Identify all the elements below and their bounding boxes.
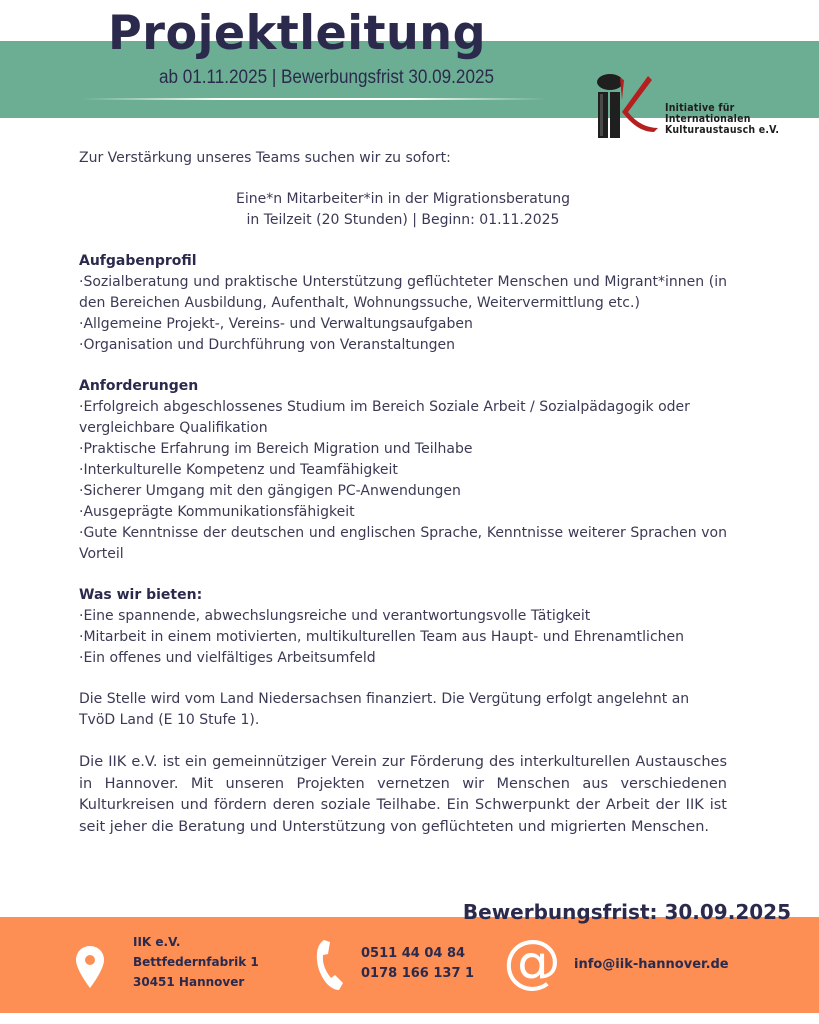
logo-text-line: Initiative für	[665, 102, 735, 114]
list-item: ·Gute Kenntnisse der deutschen und englischen Sprache, Kenntnisse weiterer Sprachen von Vorteil	[79, 525, 727, 562]
position-title	[79, 189, 727, 231]
email-link[interactable]: info@iik-hannover.de	[574, 957, 729, 972]
list-item: ·Ein offenes und vielfältiges Arbeitsumfeld	[79, 650, 376, 666]
phone-number[interactable]: 0178 166 137 1	[361, 966, 475, 981]
list-item: ·Sozialberatung und praktische Unterstützung geflüchteter Menschen und Migrant*innen (in den Bereichen Ausbildung, Aufenthalt, Wohnungssuche, Weitervermittlung etc.)	[79, 274, 727, 311]
logo-text-line: Internationalen	[665, 113, 751, 125]
section-heading: Was wir bieten:	[79, 587, 203, 603]
address-line: IIK e.V.	[133, 935, 181, 949]
list-item: ·Eine spannende, abwechslungsreiche und verantwortungsvolle Tätigkeit	[79, 608, 591, 624]
logo-text-line: Kulturaustausch e.V.	[665, 124, 780, 136]
about-text: Die IIK e.V. ist ein gemeinnütziger Verein zur Förderung des interkulturellen Austausches in Hannover. Mit unseren Projekten vernetzen wir Menschen aus verschiedenen Kulturkreisen und fördern deren soziale Teilhabe. Ein Schwerpunkt der Arbeit der IIK ist seit jeher die Beratung und Unterstützung von geflüchteten und migrierten Menschen.	[79, 754, 727, 835]
title-underline	[82, 98, 547, 100]
phone-number[interactable]: 0511 44 04 84	[361, 946, 466, 961]
position-line: in Teilzeit (20 Stunden) | Beginn: 01.11.2025	[246, 212, 560, 228]
section-anforderungen	[79, 376, 727, 565]
section-heading: Aufgabenprofil	[79, 253, 197, 269]
intro-text: Zur Verstärkung unseres Teams suchen wir zu sofort:	[79, 150, 451, 166]
phone-block	[361, 944, 474, 984]
funding-text: Die Stelle wird vom Land Niedersachsen finanziert. Die Vergütung erfolgt angelehnt an TvöD Land (E 10 Stufe 1).	[79, 691, 690, 728]
list-item: ·Ausgeprägte Kommunikationsfähigkeit	[79, 504, 355, 520]
list-item: ·Interkulturelle Kompetenz und Teamfähigkeit	[79, 462, 398, 478]
page-subtitle: ab 01.11.2025 | Bewerbungsfrist 30.09.2025	[159, 67, 494, 88]
list-item: ·Allgemeine Projekt-, Vereins- und Verwaltungsaufgaben	[79, 316, 473, 332]
list-item: ·Mitarbeit in einem motivierten, multikulturellen Team aus Haupt- und Ehrenamtlichen	[79, 629, 685, 645]
logo-text	[665, 103, 779, 136]
position-line: Eine*n Mitarbeiter*in in der Migrationsberatung	[236, 191, 570, 207]
address-line: 30451 Hannover	[133, 975, 245, 989]
page-title: Projektleitung	[108, 6, 487, 61]
address-block	[133, 932, 259, 992]
job-posting-body	[79, 148, 727, 838]
map-pin-icon	[74, 944, 106, 990]
list-item: ·Erfolgreich abgeschlossenes Studium im Bereich Soziale Arbeit / Sozialpädagogik oder vergleichbare Qualifikation	[79, 399, 690, 436]
deadline-banner: Bewerbungsfrist: 30.09.2025	[462, 900, 791, 924]
list-item: ·Praktische Erfahrung im Bereich Migration und Teilhabe	[79, 441, 473, 457]
at-sign-icon: @	[503, 927, 561, 995]
address-line: Bettfedernfabrik 1	[133, 955, 259, 969]
section-angebot	[79, 585, 727, 669]
phone-icon	[314, 938, 348, 994]
list-item: ·Organisation und Durchführung von Veranstaltungen	[79, 337, 455, 353]
list-item: ·Sicherer Umgang mit den gängigen PC-Anwendungen	[79, 483, 461, 499]
section-heading: Anforderungen	[79, 378, 199, 394]
section-aufgabenprofil	[79, 251, 727, 356]
